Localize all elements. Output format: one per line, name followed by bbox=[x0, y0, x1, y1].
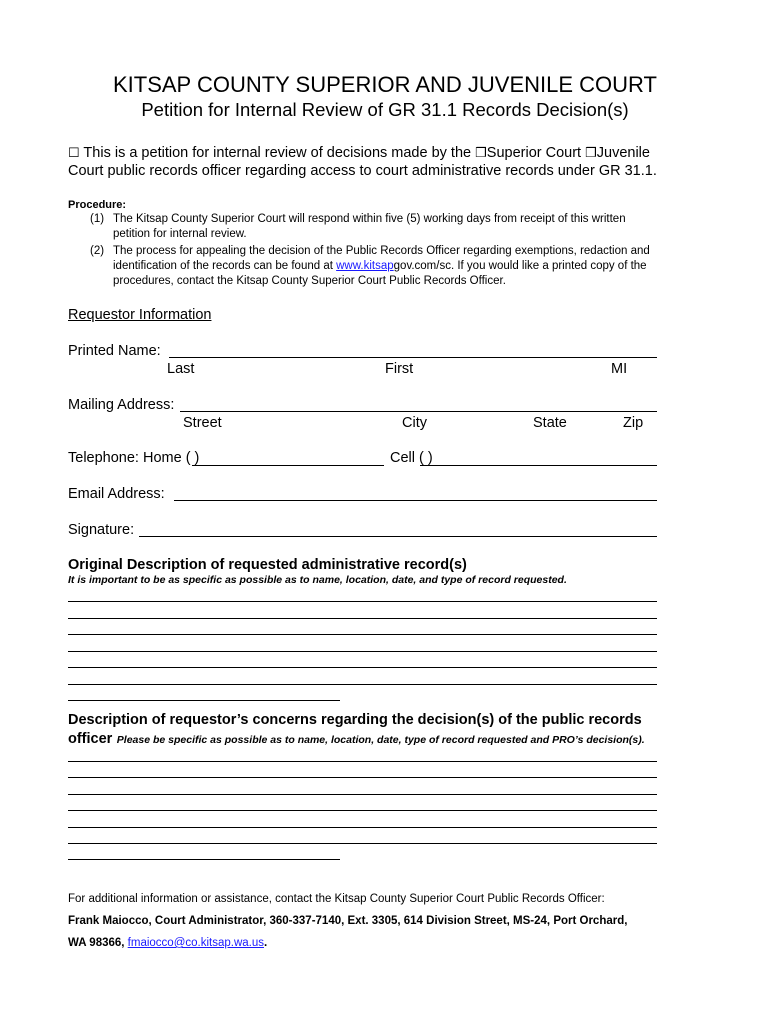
form-title: KITSAP COUNTY SUPERIOR AND JUVENILE COURT bbox=[112, 72, 657, 97]
signature-label: Signature: bbox=[68, 522, 135, 538]
kitsap-website-link[interactable]: www.kitsap bbox=[336, 260, 394, 272]
procedure-item-text: identification of the records can be found at www.kitsapgov.com/sc. If you would like a printed copy of the bbox=[113, 260, 647, 272]
home-phone-field[interactable] bbox=[192, 465, 384, 466]
first-name-caption: First bbox=[385, 361, 414, 377]
concerns-line[interactable] bbox=[68, 794, 657, 795]
printed-name-field[interactable] bbox=[169, 357, 657, 358]
zip-caption: Zip bbox=[623, 415, 644, 431]
concerns-line[interactable] bbox=[68, 777, 657, 778]
signature-field[interactable] bbox=[139, 536, 657, 537]
original-description-line[interactable] bbox=[68, 601, 657, 602]
original-description-heading: Original Description of requested administrative record(s) bbox=[68, 557, 467, 573]
concerns-line[interactable] bbox=[68, 810, 657, 811]
original-description-line[interactable] bbox=[68, 618, 657, 619]
middle-initial-caption: MI bbox=[611, 361, 628, 377]
juvenile-court-checkbox[interactable]: ❒ bbox=[585, 145, 597, 160]
cell-area-code: ( ) bbox=[419, 450, 433, 466]
superior-court-checkbox[interactable]: ❒ bbox=[475, 145, 487, 160]
original-description-line[interactable] bbox=[68, 651, 657, 652]
original-description-line[interactable] bbox=[68, 667, 657, 668]
requestor-section-title: Requestor Information bbox=[68, 307, 212, 323]
procedure-item-number: (1) bbox=[90, 213, 105, 225]
form-subtitle: Petition for Internal Review of GR 31.1 Records Decision(s) bbox=[141, 99, 629, 120]
concerns-line[interactable] bbox=[68, 761, 657, 762]
original-description-line[interactable] bbox=[68, 684, 657, 685]
city-caption: City bbox=[402, 415, 427, 431]
concerns-line[interactable] bbox=[68, 859, 340, 860]
petition-statement: This is a petition for internal review of decisions made by the bbox=[79, 145, 476, 161]
cell-label: Cell ( ) bbox=[390, 450, 433, 466]
juvenile-court-label: Juvenile bbox=[596, 145, 650, 161]
superior-court-label: Superior Court bbox=[486, 145, 586, 161]
footer-contact-intro: For additional information or assistance, contact the Kitsap County Superior Court Public Records Officer: bbox=[68, 893, 605, 905]
street-caption: Street bbox=[183, 415, 222, 431]
procedure-heading: Procedure: bbox=[68, 199, 127, 211]
footer-contact-details: Frank Maiocco, Court Administrator, 360-337-7140, Ext. 3305, 614 Division Street, MS-24, Port Orchard, bbox=[68, 915, 628, 927]
email-field[interactable] bbox=[174, 500, 657, 501]
state-caption: State bbox=[533, 415, 567, 431]
procedure-item-text: The process for appealing the decision of the Public Records Officer regarding exemptions, redaction and bbox=[113, 245, 650, 257]
concerns-line[interactable] bbox=[68, 843, 657, 844]
email-label: Email Address: bbox=[68, 486, 165, 502]
petition-statement-line2: Court public records officer regarding access to court administrative records under GR 31.1. bbox=[68, 163, 657, 179]
procedure-item-text: procedures, contact the Kitsap County Superior Court Public Records Officer. bbox=[113, 275, 506, 287]
original-description-line[interactable] bbox=[68, 634, 657, 635]
mailing-address-field[interactable] bbox=[180, 411, 657, 412]
concerns-note: Please be specific as possible as to name, location, date, type of record requested and PRO’s decision(s). bbox=[116, 734, 645, 746]
procedure-item-number: (2) bbox=[90, 245, 105, 257]
home-area-code: ( ) bbox=[185, 450, 200, 466]
concerns-heading-line2: officer Please be specific as possible as to name, location, date, type of record requested and PRO’s decision(s). bbox=[68, 731, 645, 747]
last-name-caption: Last bbox=[167, 361, 195, 377]
procedure-item-text: The Kitsap County Superior Court will respond within five (5) working days from receipt of this written bbox=[113, 213, 626, 225]
cell-phone-field[interactable] bbox=[420, 465, 657, 466]
footer-contact-address: WA 98366, fmaiocco@co.kitsap.wa.us. bbox=[68, 937, 268, 949]
contact-email-link[interactable]: fmaiocco@co.kitsap.wa.us bbox=[127, 937, 264, 949]
mailing-address-label: Mailing Address: bbox=[68, 397, 175, 413]
printed-name-label: Printed Name: bbox=[68, 343, 161, 359]
concerns-line[interactable] bbox=[68, 827, 657, 828]
petition-type-line bbox=[68, 145, 650, 161]
procedure-item-text: petition for internal review. bbox=[113, 228, 247, 240]
original-description-note: It is important to be as specific as possible as to name, location, date, and type of record requested. bbox=[68, 574, 567, 586]
petition-checkbox[interactable]: ☐ bbox=[68, 145, 80, 160]
original-description-line[interactable] bbox=[68, 700, 340, 701]
concerns-heading: Description of requestor’s concerns regarding the decision(s) of the public records bbox=[68, 712, 642, 728]
telephone-label: Telephone: Home ( ) bbox=[68, 450, 200, 466]
